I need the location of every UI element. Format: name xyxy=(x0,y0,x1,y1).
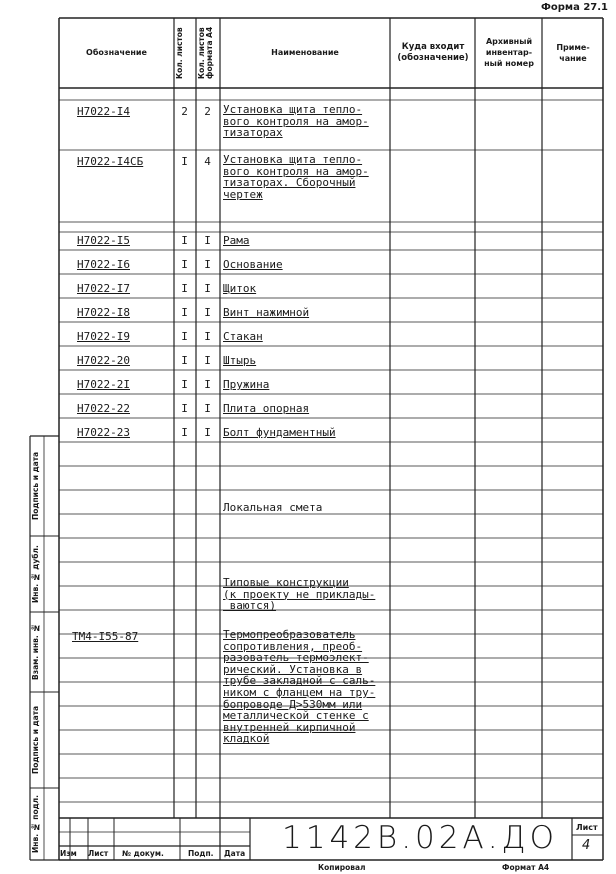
row-sheets: I xyxy=(181,354,188,367)
row-sheets: I xyxy=(181,378,188,391)
row-name: Стакан xyxy=(223,330,263,343)
side-label-repl-inv: Взам. инв. № xyxy=(31,623,40,681)
row-name: Щиток xyxy=(223,282,257,295)
row-code: Н7022-I4СБ xyxy=(77,155,144,168)
row-name: Пружина xyxy=(223,378,270,391)
row-name: Болт фундаментный xyxy=(223,426,336,439)
row-code: Н7022-I6 xyxy=(77,258,130,271)
row-sheets-a4: I xyxy=(204,234,211,247)
row-code: Н7022-23 xyxy=(77,426,130,439)
row-sheets: I xyxy=(181,155,188,168)
format-label: Формат А4 xyxy=(502,863,550,872)
row-sheets: I xyxy=(181,282,188,295)
row-sheets-a4: I xyxy=(204,306,211,319)
stamp-doc: № докум. xyxy=(122,849,164,858)
header-archive-no: Архивный инвентар- ный номер xyxy=(484,37,534,68)
header-sheets: Кол. листов xyxy=(175,27,184,79)
local-estimate: Локальная смета xyxy=(223,501,323,514)
header-note: Приме- чание xyxy=(556,43,590,63)
row-sheets-a4: I xyxy=(204,378,211,391)
side-label-sign-date: Подпись и дата xyxy=(31,451,40,521)
row-name: Рама xyxy=(223,234,250,247)
side-label-sign-date-2: Подпись и дата xyxy=(31,705,40,775)
row-code: Н7022-20 xyxy=(77,354,130,367)
header-sheets-a4: Кол. листов формата А4 xyxy=(197,26,214,80)
sheet-number: 4 xyxy=(582,838,591,853)
row-code: Н7022-I9 xyxy=(77,330,130,343)
document-code: 1142В.02А.ДО xyxy=(282,820,559,856)
header-designation: Обозначение xyxy=(86,48,147,57)
row-code: Н7022-I7 xyxy=(77,282,130,295)
row-name: Винт нажимной xyxy=(223,306,310,319)
row-sheets-a4: I xyxy=(204,354,211,367)
row-sheets: I xyxy=(181,306,188,319)
header-where-used: Куда входит (обозначение) xyxy=(397,42,469,63)
row-sheets-a4: 2 xyxy=(204,105,211,118)
row-name: Плита опорная xyxy=(223,402,310,415)
row-name: Штырь xyxy=(223,354,257,367)
sheet-label: Лист xyxy=(576,823,598,832)
row-code: Н7022-I4 xyxy=(77,105,130,118)
row-sheets-a4: I xyxy=(204,402,211,415)
stamp-data: Дата xyxy=(224,849,246,858)
tm-code: ТМ4-I55-87 xyxy=(72,630,139,643)
side-label-dup-inv: Инв. № дубл. xyxy=(31,545,40,603)
row-name: Основание xyxy=(223,258,283,271)
row-sheets-a4: 4 xyxy=(204,155,211,168)
row-name: Установка щита тепло- вого контроля на амор- тизаторах. Сборочный чертеж xyxy=(223,153,369,201)
row-code: Н7022-22 xyxy=(77,402,130,415)
row-sheets: I xyxy=(181,258,188,271)
row-sheets-a4: I xyxy=(204,282,211,295)
row-sheets-a4: I xyxy=(204,330,211,343)
stamp-podp: Подп. xyxy=(188,849,214,858)
row-sheets-a4: I xyxy=(204,426,211,439)
tm-name: Термопреобразователь сопротивления, преоб- разователь термоэлект- рический. Установка в трубе закладной с саль- ником с фланцем на тру- бопроводе Д>530мм или металлической стенке с внутренней кирпичной кладкой xyxy=(223,628,376,746)
row-sheets: I xyxy=(181,330,188,343)
row-sheets: I xyxy=(181,426,188,439)
row-name: Установка щита тепло- вого контроля на амор- тизаторах xyxy=(223,103,369,140)
form-label: Форма 27.1 xyxy=(540,2,608,13)
row-code: Н7022-2I xyxy=(77,378,130,391)
stamp-list: Лист xyxy=(88,849,109,858)
copied-label: Копировал xyxy=(318,863,366,872)
side-label-orig-inv: Инв. № подл. xyxy=(31,795,40,854)
typical-constructions: Типовые конструкции (к проекту не приклады- ваются) xyxy=(223,576,376,613)
header-name: Наименование xyxy=(271,48,339,57)
stamp-izm: Изм xyxy=(60,849,77,858)
row-code: Н7022-I5 xyxy=(77,234,130,247)
row-sheets: I xyxy=(181,402,188,415)
row-sheets-a4: I xyxy=(204,258,211,271)
row-sheets: 2 xyxy=(181,105,188,118)
row-sheets: I xyxy=(181,234,188,247)
row-code: Н7022-I8 xyxy=(77,306,130,319)
